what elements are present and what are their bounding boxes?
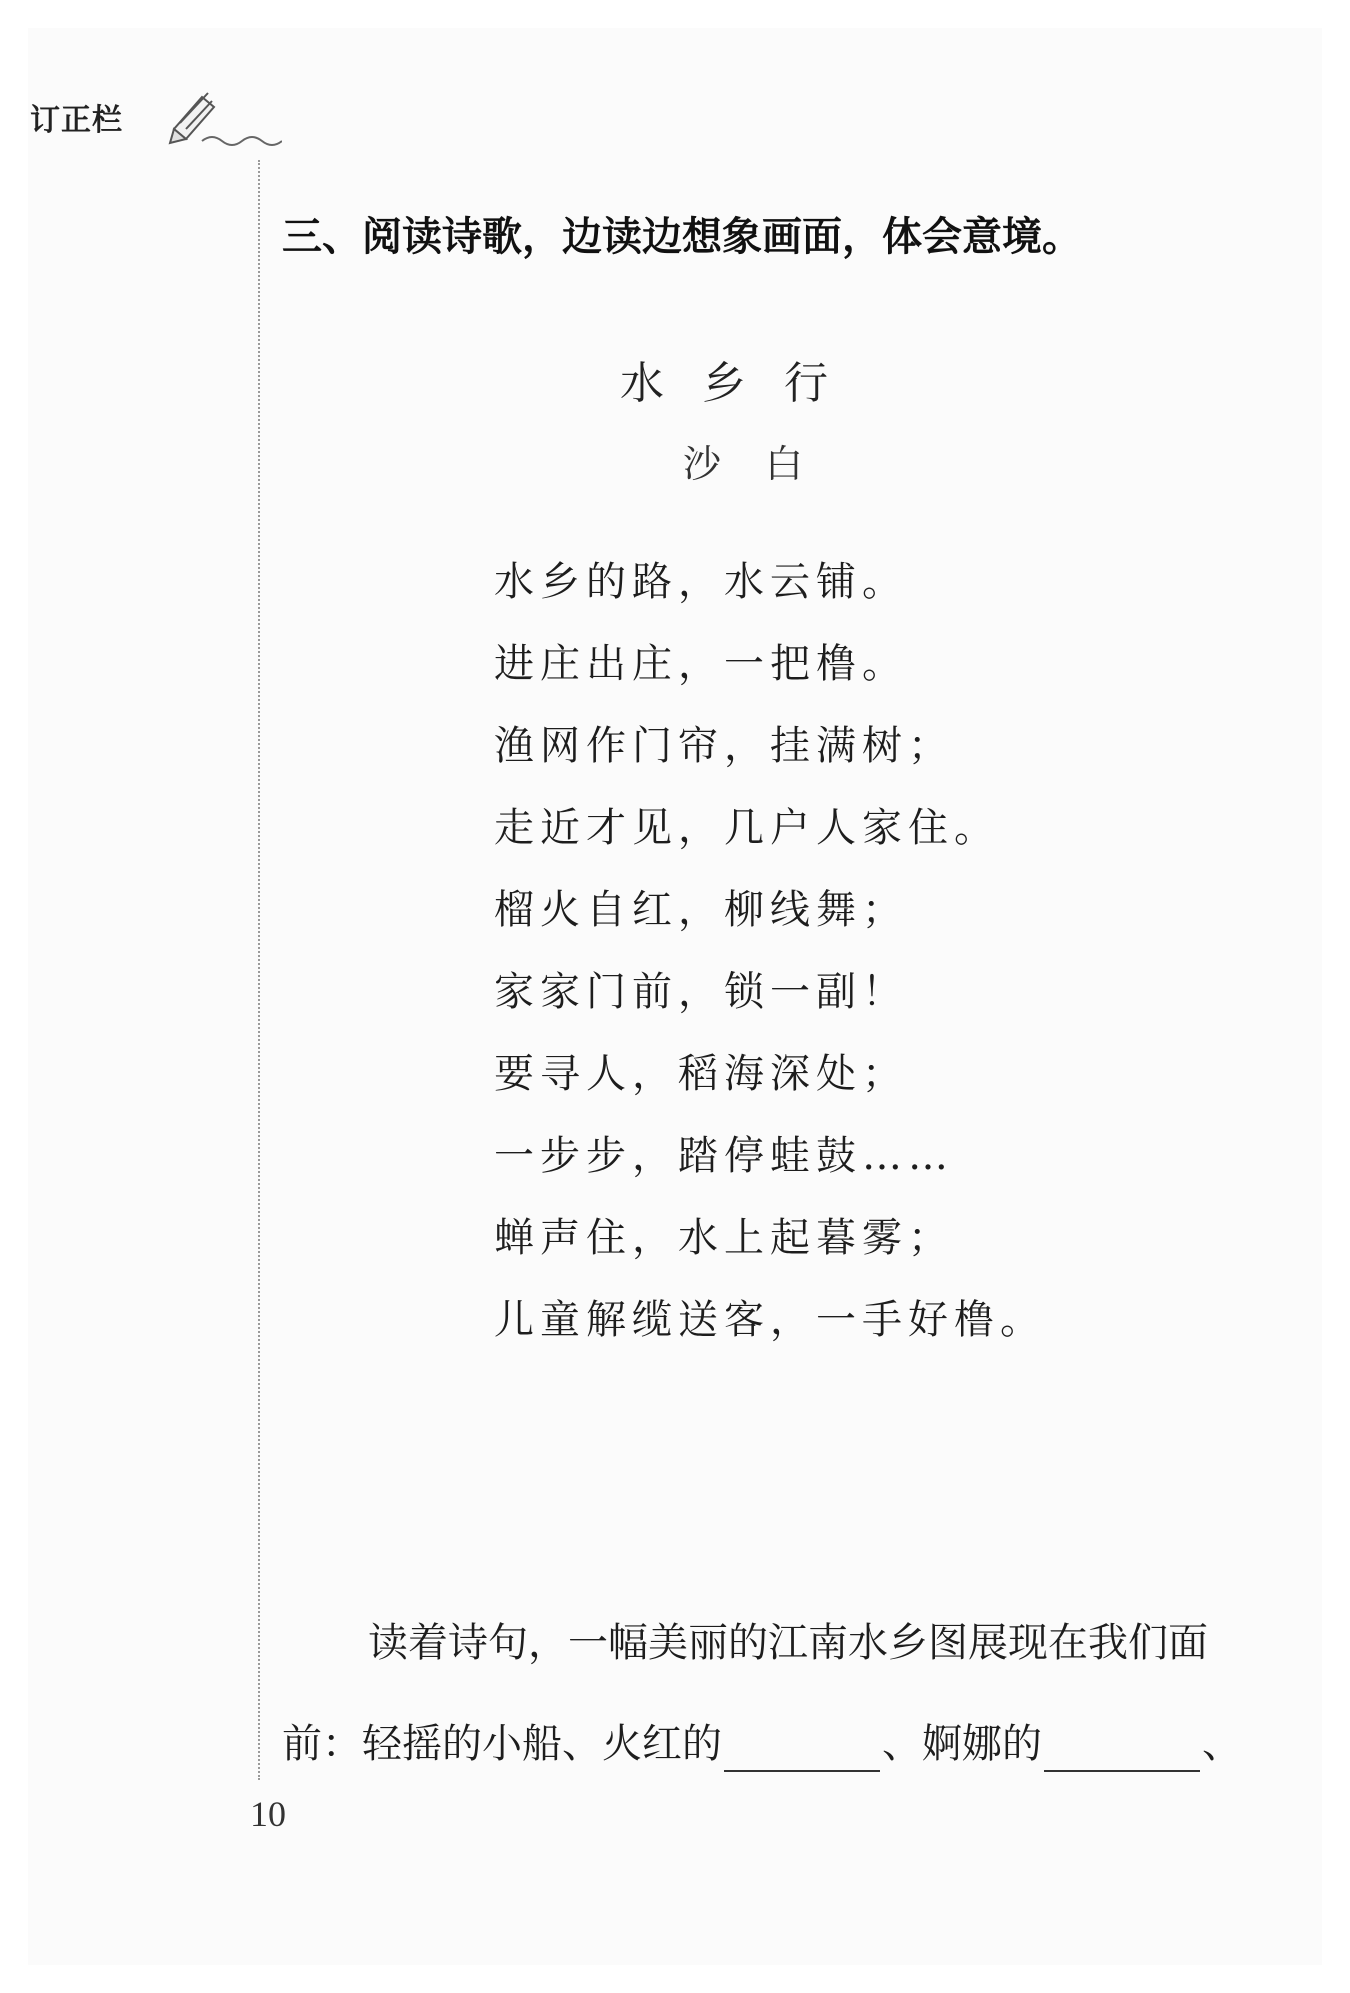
poem-line: 儿童解缆送客，一手好橹。: [494, 1297, 1046, 1343]
poem-line: 榴火自红，柳线舞；: [494, 887, 908, 933]
poem-author: 沙白: [683, 442, 848, 486]
page-number: 10: [250, 1794, 286, 1834]
poem-stanza: [494, 884, 1194, 1018]
exercise-line: 读着诗句，一幅美丽的江南水乡图展现在我们面: [368, 1620, 1208, 1666]
poem-line: 进庄出庄，一把橹。: [494, 641, 908, 687]
correction-header: [30, 95, 123, 139]
poem-line: 走近才见，几户人家住。: [494, 805, 1000, 851]
correction-label: 订正栏: [30, 103, 123, 138]
exercise-line: [282, 1716, 1242, 1772]
poem-body: [494, 556, 1194, 1376]
poem-stanza: [494, 556, 1194, 690]
fill-in-blank-2[interactable]: [1044, 1726, 1200, 1772]
exercise-text: 、: [1202, 1721, 1242, 1767]
poem-stanza: [494, 1048, 1194, 1182]
exercise-paragraph: [282, 1615, 1242, 1772]
pencil-icon: [162, 87, 282, 147]
poem-line: 家家门前，锁一副！: [494, 969, 908, 1015]
poem-line: 水乡的路，水云铺。: [494, 559, 908, 605]
section-title: 三、阅读诗歌，边读边想象画面，体会意境。: [282, 214, 1082, 260]
correction-margin-divider: [258, 160, 260, 1780]
poem-line: 渔网作门帘，挂满树；: [494, 723, 954, 769]
poem-line: 要寻人，稻海深处；: [494, 1051, 908, 1097]
poem-stanza: [494, 720, 1194, 854]
poem-line: 一步步，踏停蛙鼓……: [494, 1133, 954, 1179]
fill-in-blank-1[interactable]: [724, 1726, 880, 1772]
exercise-text: 前：轻摇的小船、火红的: [282, 1721, 722, 1767]
poem-stanza: [494, 1212, 1194, 1346]
exercise-text: 、婀娜的: [882, 1721, 1042, 1767]
poem-line: 蝉声住，水上起暮雾；: [494, 1215, 954, 1261]
poem-title: 水乡行: [620, 358, 866, 409]
